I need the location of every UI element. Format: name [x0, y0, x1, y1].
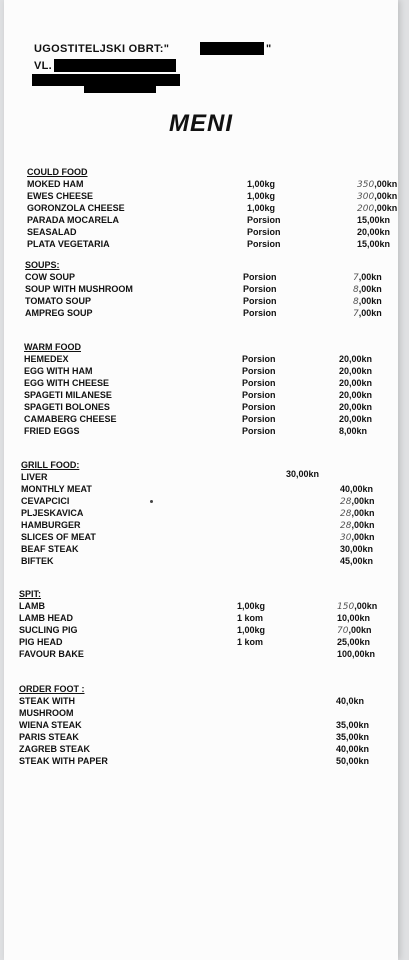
menu-item-quantity: Porsion — [243, 308, 277, 318]
menu-item-name: MOKED HAM — [27, 179, 84, 189]
price-text: 35,00kn — [336, 732, 370, 742]
menu-item-price — [339, 401, 372, 413]
menu-item-quantity: 1,00kg — [247, 191, 276, 201]
menu-item-name: TOMATO SOUP — [25, 296, 92, 306]
menu-item — [24, 377, 384, 389]
price-text: 8,00kn — [339, 426, 368, 436]
menu-item — [25, 295, 385, 307]
price-text: ,00kn — [358, 308, 382, 318]
handwritten-price: 150 — [337, 602, 355, 612]
handwritten-price: 300 — [357, 192, 375, 202]
owner-line: VL. — [34, 60, 53, 72]
handwritten-price: 70 — [337, 626, 349, 636]
business-name-line — [34, 43, 169, 55]
price-text: ,00kn — [351, 520, 375, 530]
menu-item-name: HEMEDEX — [24, 354, 69, 364]
menu-item-name: SEASALAD — [27, 227, 77, 237]
menu-item — [19, 719, 379, 731]
menu-item — [27, 214, 391, 226]
price-text: ,00kn — [358, 296, 382, 306]
menu-item-price — [339, 377, 372, 389]
menu-item — [19, 731, 379, 743]
menu-item — [21, 507, 381, 519]
business-name-end: " — [266, 43, 272, 55]
menu-item-price — [357, 214, 390, 226]
menu-item-price — [339, 413, 372, 425]
menu-item — [19, 695, 379, 707]
menu-item-price — [336, 755, 369, 767]
menu-item-name: SPAGETI MILANESE — [24, 390, 112, 400]
price-text: ,00kn — [358, 284, 382, 294]
menu-item-name: PARADA MOCARELA — [27, 215, 119, 225]
menu-item-name: GORONZOLA CHEESE — [27, 203, 125, 213]
price-text: 40,0kn — [336, 696, 365, 706]
redaction-bar — [200, 42, 264, 55]
menu-title: MENI — [169, 110, 233, 137]
menu-item-name: FRIED EGGS — [24, 426, 80, 436]
handwritten-price: 28 — [340, 521, 352, 531]
menu-item-quantity: Porsion — [247, 227, 281, 237]
menu-item — [19, 755, 379, 767]
price-text: 40,00kn — [340, 484, 374, 494]
section-title: ORDER FOOT : — [19, 684, 85, 694]
redaction-bar — [32, 74, 180, 86]
menu-item-price — [339, 365, 372, 377]
menu-item-price — [357, 226, 390, 238]
menu-item-quantity: Porsion — [242, 378, 276, 388]
price-text: 20,00kn — [339, 402, 373, 412]
menu-item-quantity: Porsion — [247, 239, 281, 249]
menu-item-name: BEAF STEAK — [21, 544, 79, 554]
menu-item — [24, 353, 384, 365]
menu-item-name: AMPREG SOUP — [25, 308, 93, 318]
menu-item-name: LAMB HEAD — [19, 613, 73, 623]
menu-item-quantity: 1,00kg — [247, 203, 276, 213]
menu-item-price — [337, 648, 375, 660]
menu-item-quantity: 1,00kg — [247, 179, 276, 189]
price-text: 20,00kn — [339, 354, 373, 364]
menu-item — [24, 401, 384, 413]
menu-item-price — [357, 238, 390, 250]
menu-item-price — [336, 743, 369, 755]
menu-item — [24, 389, 384, 401]
redaction-bar — [84, 86, 156, 93]
menu-item — [21, 495, 381, 507]
price-text: ,00kn — [374, 179, 398, 189]
menu-item-name: PLATA VEGETARIA — [27, 239, 110, 249]
menu-item-price — [340, 483, 373, 495]
menu-item-price — [339, 425, 367, 437]
section-title: COULD FOOD — [27, 167, 88, 177]
price-text: 20,00kn — [339, 414, 373, 424]
menu-item — [21, 543, 381, 555]
menu-item — [19, 648, 379, 660]
menu-item-quantity: 1,00kg — [237, 601, 266, 611]
menu-item — [19, 636, 379, 648]
price-text: 20,00kn — [339, 390, 373, 400]
menu-item-quantity: 1 kom — [237, 613, 264, 623]
menu-item — [24, 425, 384, 437]
menu-item-quantity: 1,00kg — [237, 625, 266, 635]
menu-item-quantity: Porsion — [243, 296, 277, 306]
price-text: 100,00kn — [337, 649, 376, 659]
handwritten-price: 28 — [340, 497, 352, 507]
price-text: ,00kn — [351, 496, 375, 506]
menu-item — [21, 519, 381, 531]
handwritten-price: 28 — [340, 509, 352, 519]
menu-item — [19, 743, 379, 755]
menu-item-name: SUCLING PIG — [19, 625, 78, 635]
redaction-bar — [54, 59, 176, 72]
business-name-label: UGOSTITELJSKI OBRT:" — [34, 43, 170, 55]
menu-item-price — [336, 719, 369, 731]
menu-item — [27, 202, 398, 214]
ink-speck — [150, 500, 153, 503]
menu-item-name: STEAK WITH — [19, 696, 75, 706]
price-text: 20,00kn — [339, 366, 373, 376]
menu-item-price — [336, 731, 369, 743]
menu-item — [25, 283, 385, 295]
section-title: GRILL FOOD: — [21, 460, 80, 470]
menu-item-price — [336, 695, 364, 707]
menu-item — [24, 413, 384, 425]
handwritten-price: 7 — [353, 309, 359, 319]
price-text: ,00kn — [354, 601, 378, 611]
menu-item-quantity: Porsion — [242, 414, 276, 424]
menu-item — [21, 483, 381, 495]
menu-item-name: COW SOUP — [25, 272, 76, 282]
menu-item — [25, 271, 385, 283]
menu-item-name: ZAGREB STEAK — [19, 744, 91, 754]
menu-item — [27, 190, 398, 202]
menu-item-quantity: 1 kom — [237, 637, 264, 647]
price-text: 15,00kn — [357, 215, 391, 225]
price-text: 20,00kn — [339, 378, 373, 388]
menu-item-quantity: Porsion — [242, 390, 276, 400]
menu-item-price — [353, 307, 382, 320]
menu-item-price — [339, 389, 372, 401]
price-text: 30,00kn — [340, 544, 374, 554]
menu-item-name: PIG HEAD — [19, 637, 63, 647]
menu-item-quantity: Porsion — [242, 402, 276, 412]
menu-item-name: MUSHROOM — [19, 708, 74, 718]
menu-item-name: EGG WITH HAM — [24, 366, 93, 376]
menu-item-name: LIVER — [21, 472, 48, 482]
handwritten-price: 8 — [353, 297, 359, 307]
menu-item-name: LAMB — [19, 601, 45, 611]
menu-item — [19, 600, 379, 612]
menu-item-name: STEAK WITH PAPER — [19, 756, 108, 766]
menu-item-quantity: Porsion — [242, 426, 276, 436]
price-text: ,00kn — [348, 625, 372, 635]
menu-item — [19, 624, 379, 636]
menu-item-price: 30,00kn — [286, 469, 320, 479]
menu-item-name: EGG WITH CHEESE — [24, 378, 110, 388]
section-grill-food — [21, 459, 381, 567]
section-title: SOUPS: — [25, 260, 60, 270]
menu-item-name: WIENA STEAK — [19, 720, 82, 730]
menu-item-name: BIFTEK — [21, 556, 54, 566]
price-text: ,00kn — [358, 272, 382, 282]
price-text: 10,00kn — [337, 613, 371, 623]
price-text: 25,00kn — [337, 637, 371, 647]
menu-item — [27, 178, 398, 190]
price-text: ,00kn — [351, 532, 375, 542]
handwritten-price: 7 — [353, 273, 359, 283]
price-text: ,00kn — [351, 508, 375, 518]
menu-item-name: PARIS STEAK — [19, 732, 79, 742]
menu-item-name: CEVAPCICI — [21, 496, 70, 506]
price-text: ,00kn — [374, 191, 398, 201]
menu-item-name: SOUP WITH MUSHROOM — [25, 284, 133, 294]
price-text: 15,00kn — [357, 239, 391, 249]
menu-item-name: SLICES OF MEAT — [21, 532, 96, 542]
menu-item — [19, 707, 379, 719]
price-text: 35,00kn — [336, 720, 370, 730]
menu-item — [21, 555, 381, 567]
menu-item — [27, 226, 391, 238]
menu-item — [27, 238, 391, 250]
section-title: SPIT: — [19, 589, 42, 599]
handwritten-price: 30 — [340, 533, 352, 543]
handwritten-price: 8 — [353, 285, 359, 295]
menu-item — [25, 307, 385, 319]
section-title: WARM FOOD — [24, 342, 81, 352]
section-cold-food — [27, 166, 398, 250]
menu-item-name: HAMBURGER — [21, 520, 81, 530]
menu-item-quantity: Porsion — [247, 215, 281, 225]
menu-item — [24, 365, 384, 377]
menu-item-name: PLJESKAVICA — [21, 508, 84, 518]
menu-item-price — [340, 555, 373, 567]
price-text: 20,00kn — [357, 227, 391, 237]
menu-item-quantity: Porsion — [242, 366, 276, 376]
section-soups — [25, 259, 385, 319]
menu-item-quantity: Porsion — [243, 284, 277, 294]
menu-item-price — [339, 353, 372, 365]
price-text: ,00kn — [374, 203, 398, 213]
menu-item-price — [340, 543, 373, 555]
menu-item-name: CAMABERG CHEESE — [24, 414, 117, 424]
price-text: 50,00kn — [336, 756, 370, 766]
price-text: 45,00kn — [340, 556, 374, 566]
menu-item-name: SPAGETI BOLONES — [24, 402, 110, 412]
menu-item — [21, 531, 381, 543]
section-spit — [19, 588, 379, 660]
menu-item-price — [337, 636, 370, 648]
handwritten-price: 350 — [357, 180, 375, 190]
section-warm-food — [24, 341, 384, 437]
menu-item-name: MONTHLY MEAT — [21, 484, 92, 494]
handwritten-price: 200 — [357, 204, 375, 214]
menu-item-name: FAVOUR BAKE — [19, 649, 84, 659]
menu-item-quantity: Porsion — [243, 272, 277, 282]
menu-item — [19, 612, 379, 624]
section-order-food — [19, 683, 379, 767]
price-text: 40,00kn — [336, 744, 370, 754]
menu-item-name: EWES CHEESE — [27, 191, 94, 201]
menu-item — [21, 471, 381, 483]
menu-item-price — [337, 612, 370, 624]
menu-paper — [4, 0, 398, 960]
menu-item-quantity: Porsion — [242, 354, 276, 364]
